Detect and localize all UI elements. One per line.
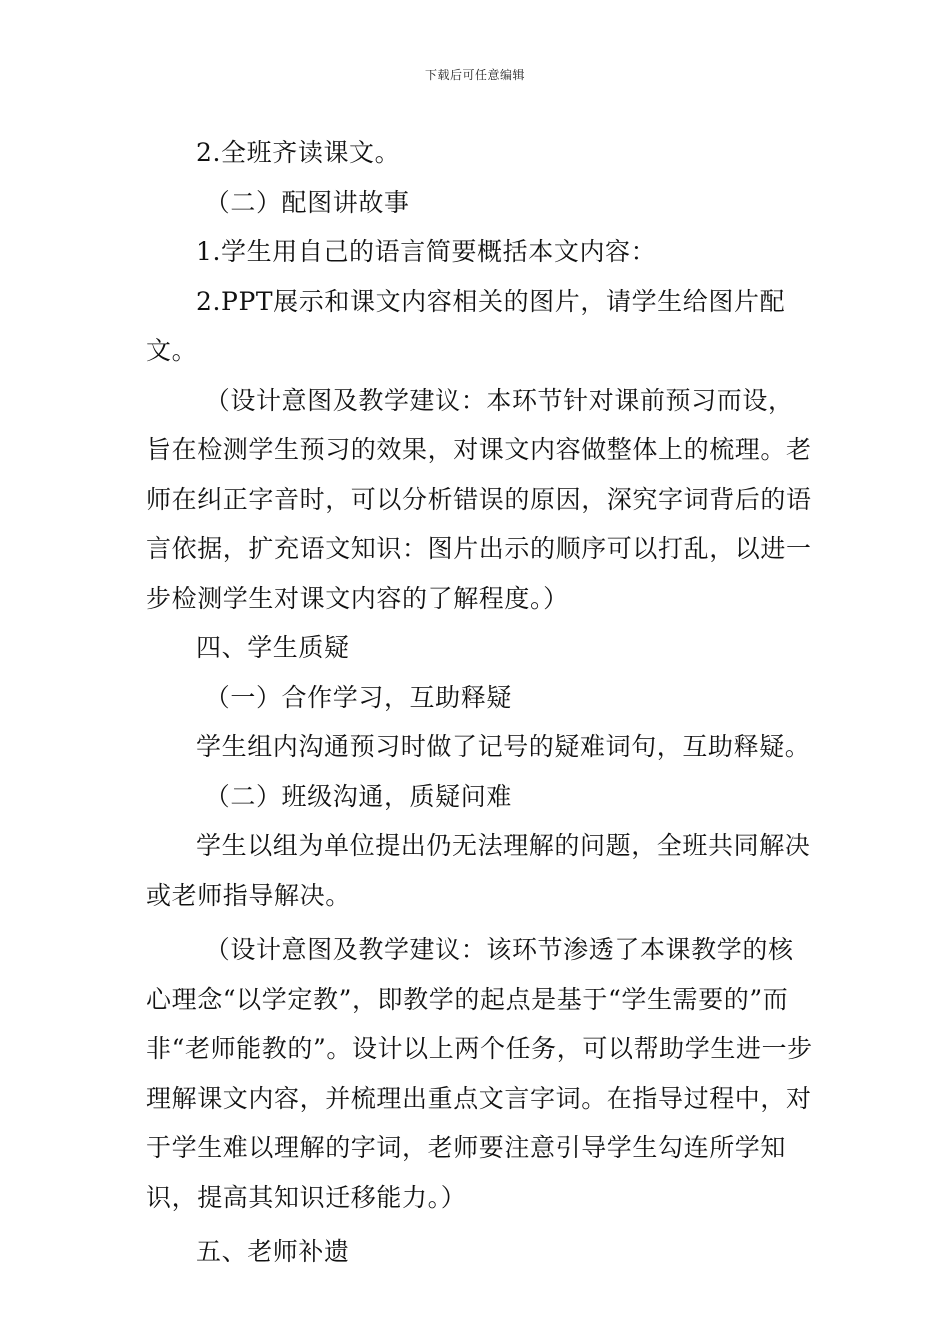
page-header: 下载后可任意编辑 bbox=[424, 68, 525, 82]
subheading-class-communication: （二）班级沟通，质疑问难 bbox=[204, 781, 512, 811]
subheading-cooperative-learning: （一）合作学习，互助释疑 bbox=[204, 682, 512, 712]
paragraph-design-note-2: （设计意图及教学建议：该环节渗透了本课教学的核心理念“以学定教”，即教学的起点是基于“学生需要的”而非“老师能教的”。设计以上两个任务，可以帮助学生进一步理解课文内容，并梳理出重点文言字词。在指导过程中，对于学生难以理解的字词，老师要注意引导学生勾连所学知识，提高其知识迁移能力。） bbox=[146, 935, 813, 1212]
document-body bbox=[146, 128, 818, 1277]
paragraph-group-communication: 学生组内沟通预习时做了记号的疑难词句，互助释疑。 bbox=[196, 732, 811, 761]
paragraph-summary: 1.学生用自己的语言简要概括本文内容： bbox=[196, 237, 657, 266]
heading-student-questions: 四、学生质疑 bbox=[196, 633, 350, 662]
paragraph-step-2: 2.全班齐读课文。 bbox=[196, 138, 401, 167]
paragraph-ppt: 2.PPT展示和课文内容相关的图片，请学生给图片配文。 bbox=[146, 286, 786, 365]
subheading-picture-story: （二）配图讲故事 bbox=[204, 187, 410, 217]
paragraph-group-questions: 学生以组为单位提出仍无法理解的问题，全班共同解决或老师指导解决。 bbox=[146, 831, 811, 910]
paragraph-design-note-1: （设计意图及教学建议：本环节针对课前预习而设，旨在检测学生预习的效果，对课文内容做整体上的梳理。老师在纠正字音时，可以分析错误的原因，深究字词背后的语言依据，扩充语文知识：图片出示的顺序可以打乱，以进一步检测学生对课文内容的了解程度。） bbox=[146, 385, 812, 613]
heading-teacher-supplement: 五、老师补遗 bbox=[196, 1237, 350, 1266]
